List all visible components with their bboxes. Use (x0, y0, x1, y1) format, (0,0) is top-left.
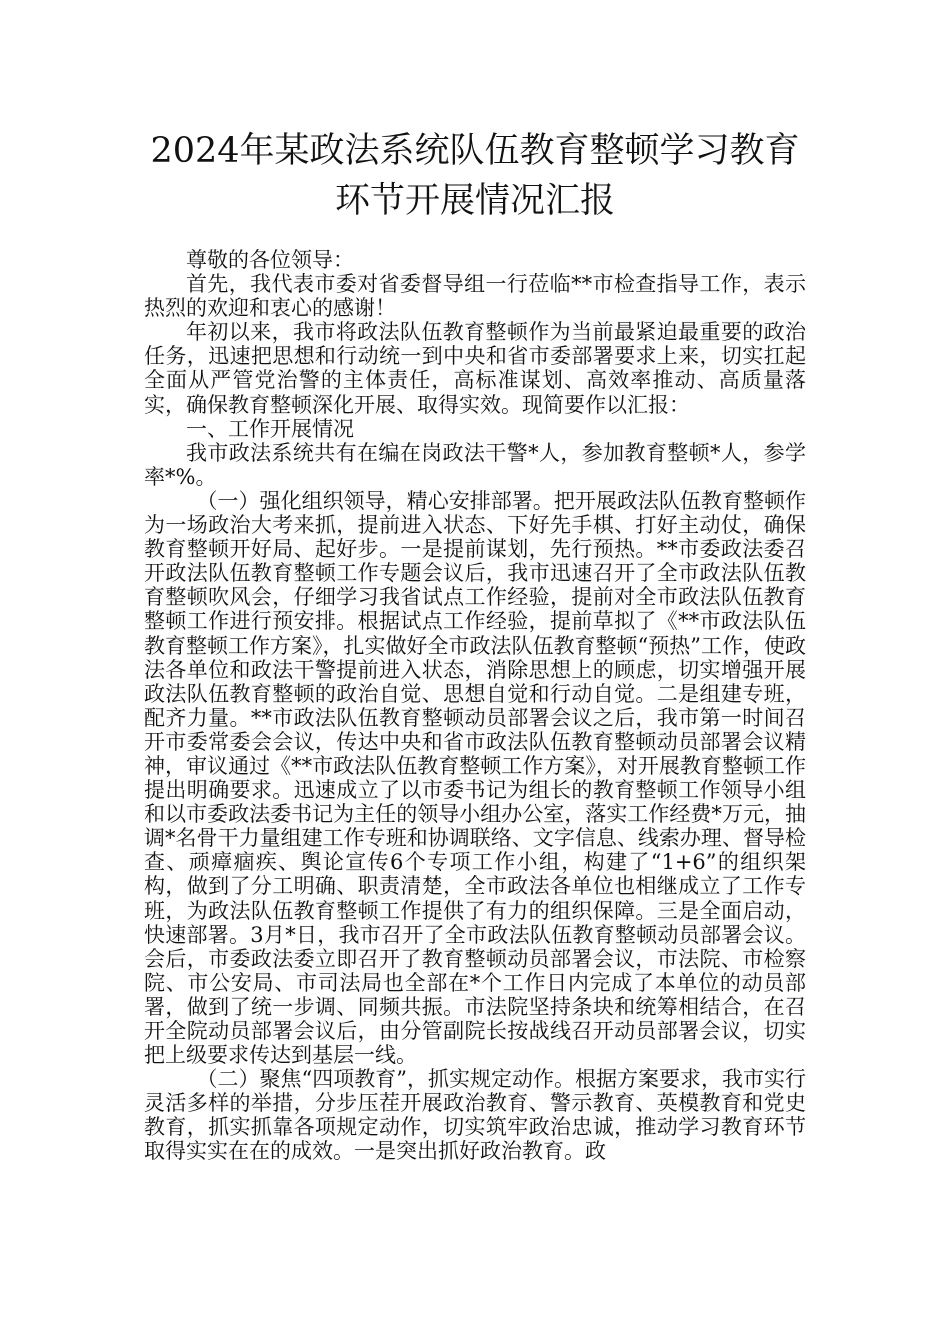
document-body (144, 248, 806, 1164)
salutation: 尊敬的各位领导： (186, 248, 354, 272)
document-title-line2: 环节开展情况汇报 (334, 181, 615, 221)
section-heading-1: 一、工作开展情况 (186, 416, 354, 441)
paragraph-organization: （一）强化组织领导，精心安排部署。把开展政法队伍教育整顿作为一场政治大考来抓，提前进入状态、下好先手棋、打好主动仗，确保教育整顿开好局、起好步。一是提前谋划，先行预热。**市委政法委召开政法队伍教育整顿工作专题会议后，我市迅速召开了全市政法队伍教育整顿吹风会，仔细学习我省试点工作经验，提前对全市政法队伍教育整顿工作进行预安排。根据试点工作经验，提前草拟了《**市政法队伍教育整顿工作方案》，扎实做好全市政法队伍教育整顿“预热”工作，使政法各单位和政法干警提前进入状态，消除思想上的顾虑，切实增强开展政法队伍教育整顿的政治自觉、思想自觉和行动自觉。二是组建专班，配齐力量。**市政法队伍教育整顿动员部署会议之后，我市第一时间召开市委常委会会议，传达中央和省市政法队伍教育整顿动员部署会议精神，审议通过《**市政法队伍教育整顿工作方案》，对开展教育整顿工作提出明确要求。迅速成立了以市委书记为组长的教育整顿工作领导小组和以市委政法委书记为主任的领导小组办公室，落实工作经费*万元，抽调*名骨干力量组建工作专班和协调联络、文字信息、线索办理、督导检查、顽瘴痼疾、舆论宣传6个专项工作小组，构建了“1+6”的组织架构，做到了分工明确、职责清楚，全市政法各单位也相继成立了工作专班，为政法队伍教育整顿工作提供了有力的组织保障。三是全面启动，快速部署。3月*日，我市召开了全市政法队伍教育整顿动员部署会议。会后，市委政法委立即召开了教育整顿动员部署会议，市法院、市检察院、市公安局、市司法局也全部在*个工作日内完成了本单位的动员部署，做到了统一步调、同频共振。市法院坚持条块和统筹相结合，在召开全院动员部署会议后，由分管副院长按战线召开动员部署会议，切实把上级要求传达到基层一线。 (144, 488, 806, 1068)
paragraph-intro: 年初以来，我市将政法队伍教育整顿作为当前最紧迫最重要的政治任务，迅速把思想和行动统一到中央和省市委部署要求上来，切实扛起全面从严管党治警的主体责任，高标准谋划、高效率推动、高质量落实，确保教育整顿深化开展、取得实效。现简要作以汇报： (144, 320, 806, 417)
paragraph-four-education: （二）聚焦“四项教育”，抓实规定动作。根据方案要求，我市实行灵活多样的举措，分步压茬开展政治教育、警示教育、英模教育和党史教育，抓实抓靠各项规定动作，切实筑牢政治忠诚，推动学习教育环节取得实实在在的成效。一是突出抓好政治教育。政 (144, 1067, 806, 1164)
document-title-line1: 2024年某政法系统队伍教育整顿学习教育 (150, 131, 800, 171)
paragraph-welcome: 首先，我代表市委对省委督导组一行莅临**市检查指导工作，表示热烈的欢迎和衷心的感谢！ (144, 272, 806, 321)
paragraph-statistics: 我市政法系统共有在编在岗政法干警*人，参加教育整顿*人，参学率*%。 (144, 440, 806, 489)
